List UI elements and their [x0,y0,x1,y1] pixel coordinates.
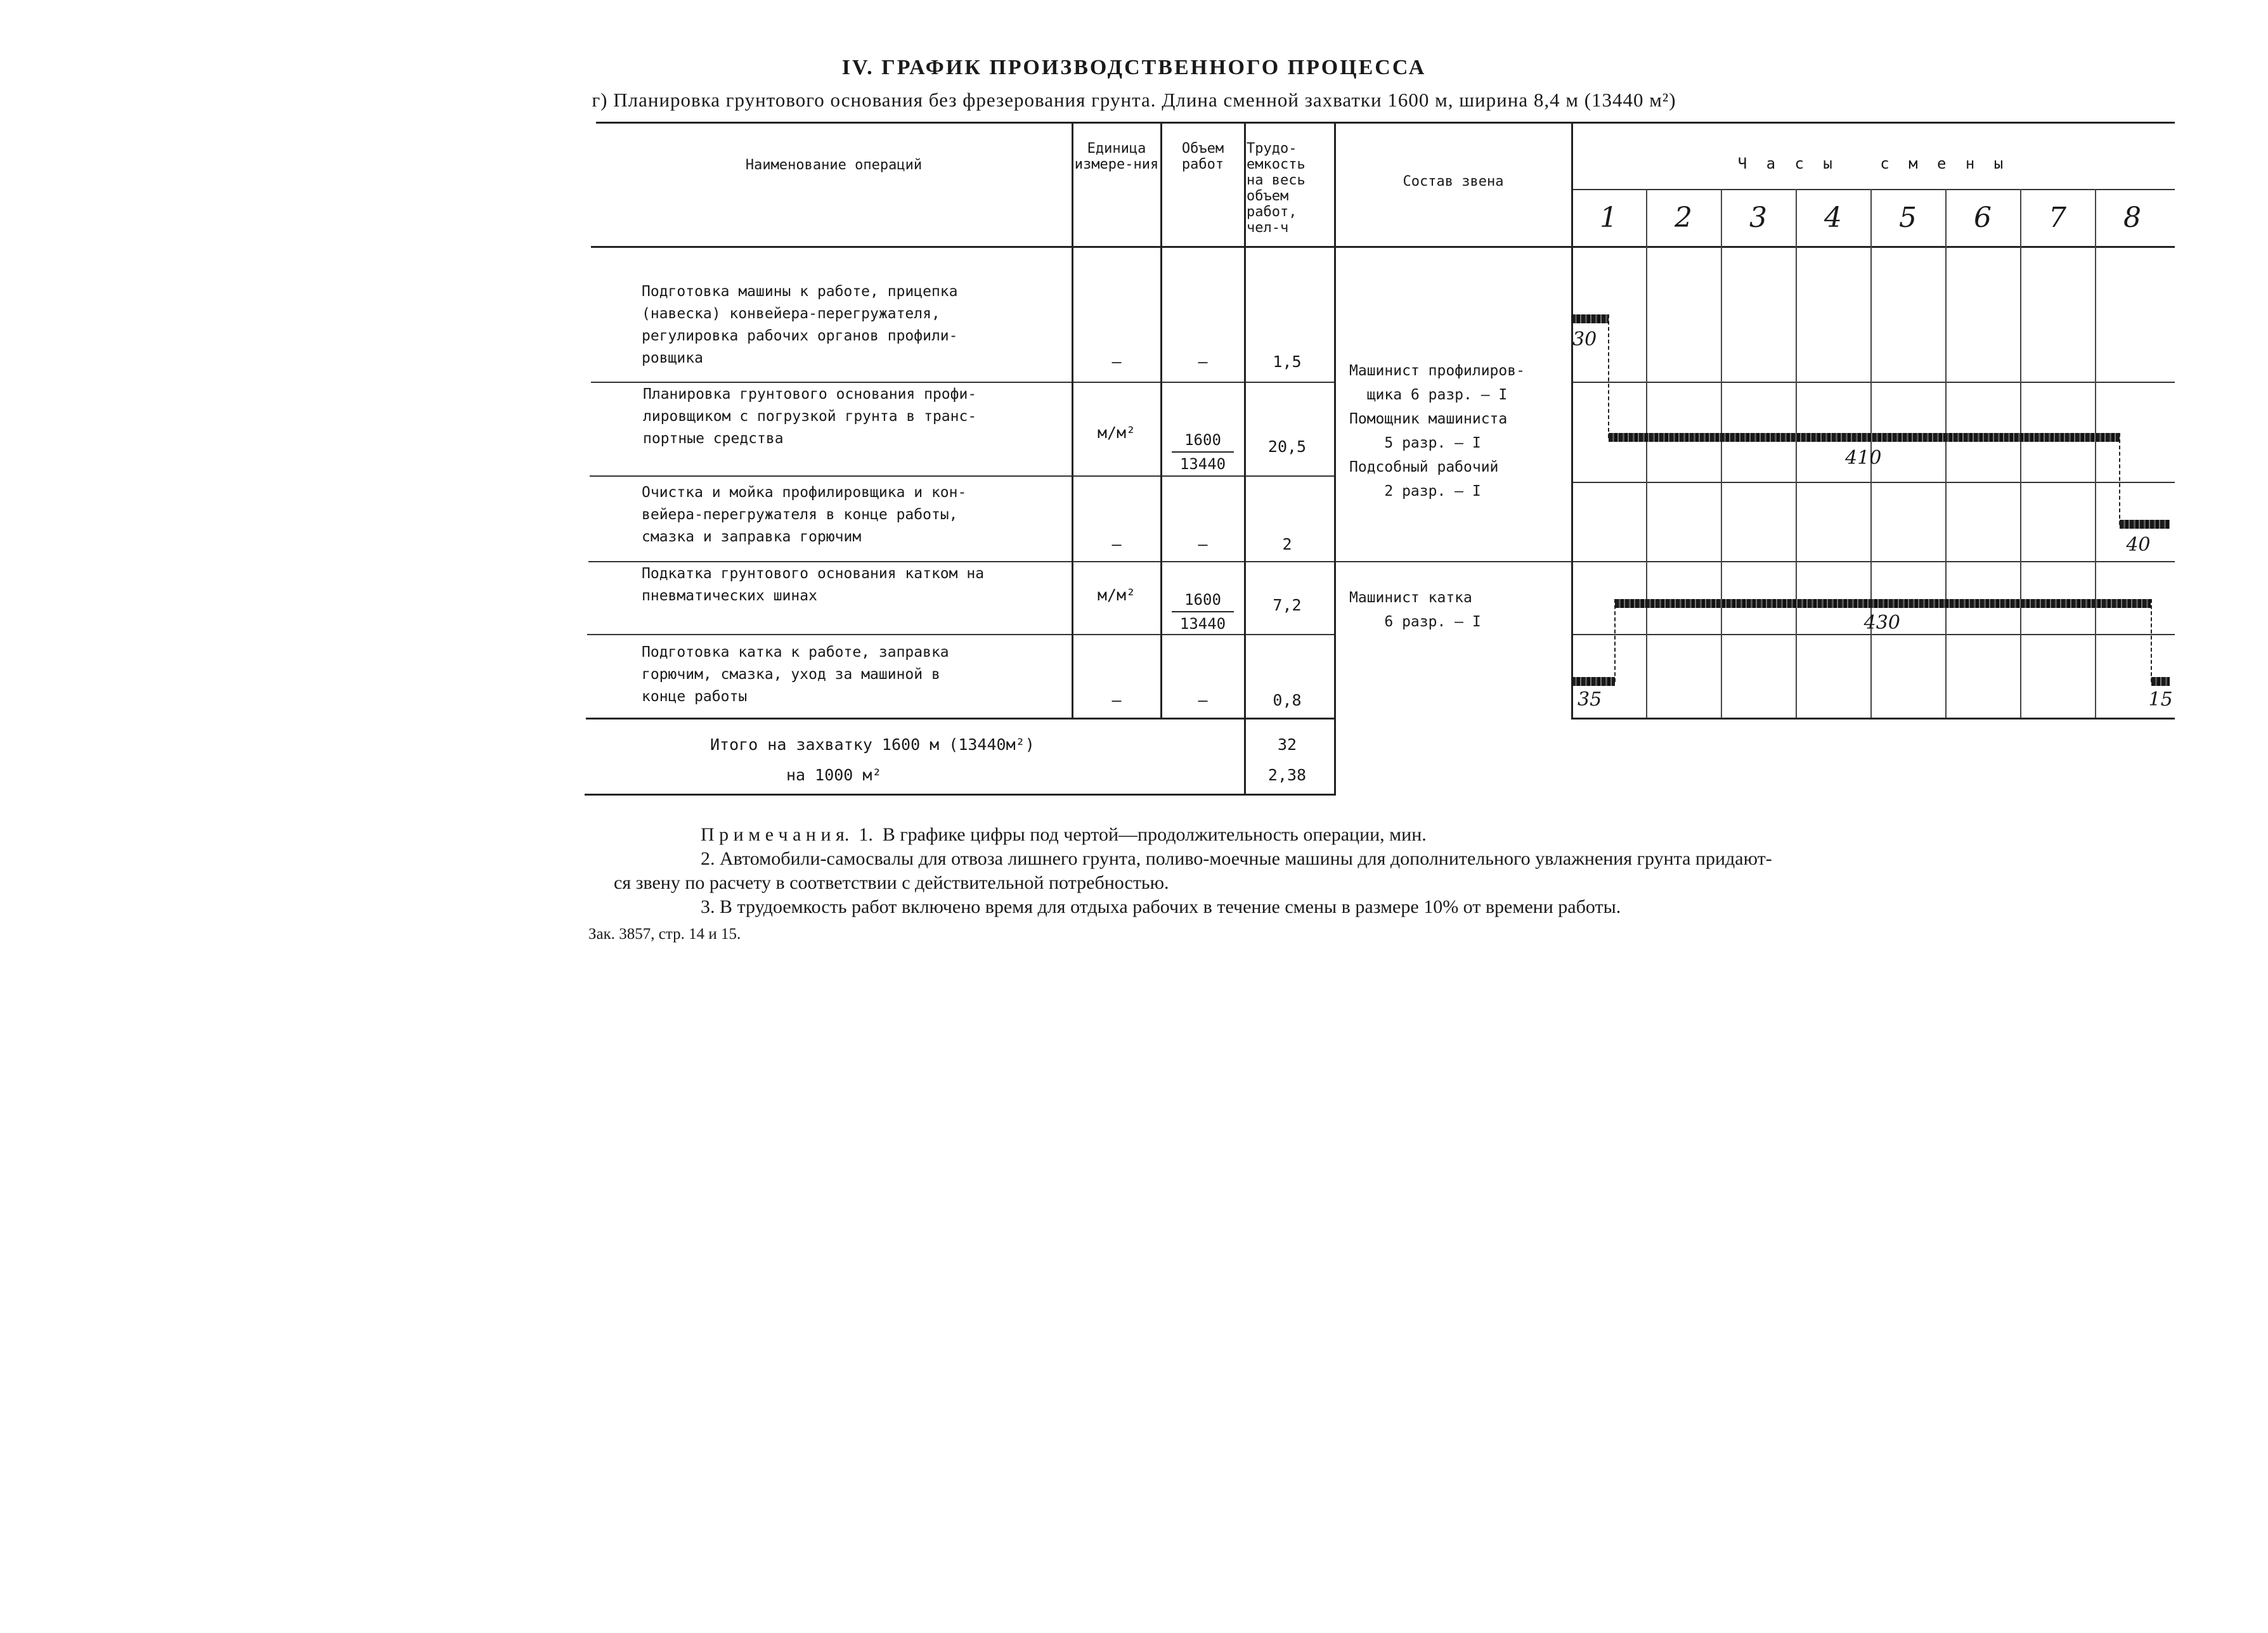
row-5-labor: 0,8 [1273,691,1302,709]
row-3-labor: 2 [1282,535,1292,553]
page-title: IV. ГРАФИК ПРОИЗВОДСТВЕННОГО ПРОЦЕССА [841,56,1427,79]
note-3: 3. В трудоемкость работ включено время для отдыха рабочих в течение смены в размере 10% от времени работы. [701,896,1621,917]
gantt-bar-5 [1571,677,1615,686]
row-2-volume-den: 13440 [1179,455,1226,473]
gantt-bar-3 [2120,520,2170,529]
header-crew: Состав звена [1403,174,1504,190]
row-4-volume [1162,588,1244,635]
gantt-bar-4 [1615,599,2151,608]
row-4-operation: Подкатка грунтового основания катком на пневматических шинах [642,565,985,604]
hour-3-label: 3 [1749,202,1767,234]
gantt-connector-4 [2151,599,2152,682]
note-2a: 2. Автомобили-самосвалы для отвоза лишнего грунта, поливо-моечные машины для дополнительного увлажнения грунта придают- [701,848,1772,869]
gantt-bar-label-1: 30 [1572,328,1597,351]
header-labor: Трудо-емкость на весь объем работ, чел-ч [1247,141,1306,236]
row-1-labor: 1,5 [1273,352,1302,371]
row-3-unit: – [1111,535,1122,553]
row-2-labor: 20,5 [1267,437,1307,456]
row-2-unit: м/м² [1097,423,1136,442]
page-subtitle: г) Планировка грунтового основания без фрезерования грунта. Длина сменной захватки 1600 м, ширина 8,4 м (13440 м²) [592,89,1676,111]
gantt-bar-label-6: 15 [2148,688,2173,711]
total-per-plot-label: Итого на захватку 1600 м (13440м²) [710,735,1035,754]
crew-group-2: Машинист катка 6 разр. – I [1349,590,1481,630]
row-5-volume: – [1198,691,1208,709]
row-4-volume-den: 13440 [1179,615,1226,633]
gantt-bar-label-5: 35 [1578,688,1602,711]
total-per-1000-label: на 1000 м² [786,766,882,784]
row-4-labor: 7,2 [1273,596,1302,614]
gantt-connector-3 [1614,599,1616,682]
total-per-plot-value: 32 [1277,735,1297,754]
gantt-bar-2 [1609,433,2120,442]
hour-7-label: 7 [2049,202,2066,234]
row-4-volume-num: 1600 [1172,588,1234,612]
row-1-unit: – [1111,352,1122,371]
total-per-1000-value: 2,38 [1267,766,1307,784]
header-unit: Единица измере-ния [1074,141,1159,172]
hour-6-label: 6 [1974,202,1992,234]
row-3-volume: – [1198,535,1208,553]
row-2-operation: Планировка грунтового основания профи- лировщиком с погрузкой грунта в транс- портные средства [643,386,977,447]
row-5-operation: Подготовка катка к работе, заправка горючим, смазка, уход за машиной в конце работы [642,644,949,705]
gantt-bar-1 [1571,314,1609,323]
hour-2-label: 2 [1675,202,1692,234]
header-hours-title: Ч а с ы с м е н ы [1737,155,2009,172]
row-2-volume-num: 1600 [1172,429,1234,453]
gantt-connector-2 [2119,433,2120,525]
row-2-volume [1162,429,1244,475]
hour-4-label: 4 [1824,202,1842,234]
gantt-bar-label-2: 410 [1845,447,1882,469]
note-1: П р и м е ч а н и я. 1. В графике цифры под чертой—продолжительность операции, мин. [701,824,1427,845]
footer-order-number: Зак. 3857, стр. 14 и 15. [588,926,741,943]
header-operation: Наименование операций [745,157,923,173]
row-5-unit: – [1111,691,1122,709]
gantt-connector-1 [1608,314,1609,438]
row-3-operation: Очистка и мойка профилировщика и кон- вейера-перегружателя в конце работы, смазка и заправка горючим [642,484,967,545]
gantt-bar-label-4: 430 [1863,612,1900,634]
row-4-unit: м/м² [1097,586,1136,604]
header-volume: Объем работ [1181,141,1224,172]
hour-1-label: 1 [1600,202,1617,234]
hour-5-label: 5 [1899,202,1917,234]
row-1-operation: Подготовка машины к работе, прицепка (навеска) конвейера-перегружателя, регулировка рабочих органов профили- ровщика [642,283,958,366]
row-1-volume: – [1198,352,1208,371]
hour-8-label: 8 [2123,202,2141,234]
gantt-bar-6 [2151,677,2170,686]
gantt-bar-label-3: 40 [2126,534,2151,556]
note-2b: ся звену по расчету в соответствии с действительной потребностью. [614,872,1169,893]
crew-group-1: Машинист профилиров- щика 6 разр. – I Помощник машиниста 5 разр. – I Подсобный рабочий 2 разр. – I [1349,363,1525,500]
